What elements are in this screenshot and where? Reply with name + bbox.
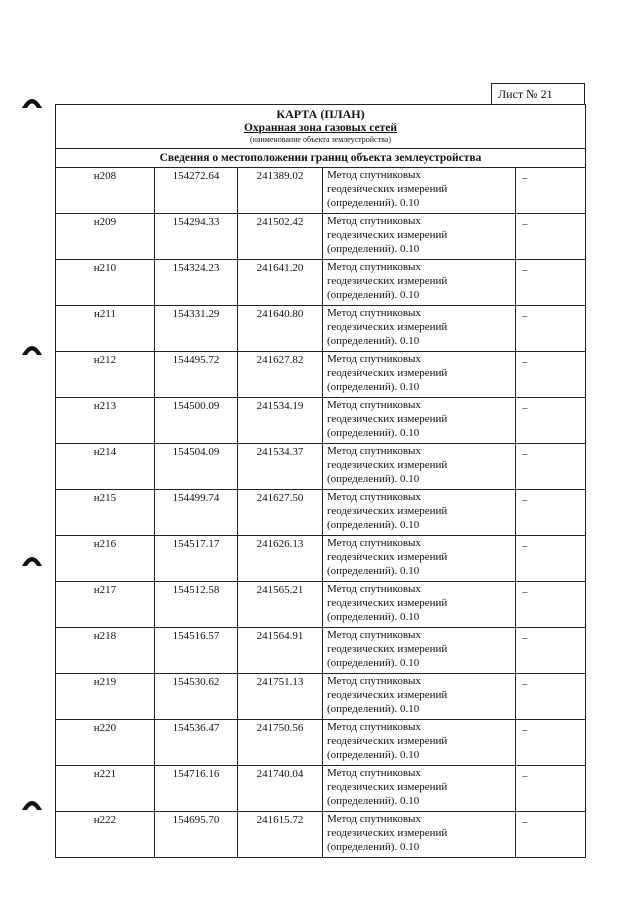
y-coordinate-cell: 241389.02	[238, 168, 323, 214]
x-coordinate-cell: 154716.16	[155, 766, 238, 812]
method-line: Метод спутниковых	[327, 675, 421, 687]
point-cell: н208	[56, 168, 155, 214]
method-cell	[323, 444, 516, 490]
method-line: геодезических измерений	[327, 643, 448, 655]
x-coordinate-cell: 154516.57	[155, 628, 238, 674]
method-line: геодезических измерений	[327, 689, 448, 701]
table-row	[56, 582, 585, 628]
point-cell: н214	[56, 444, 155, 490]
method-line: Метод спутниковых	[327, 583, 421, 595]
binder-hole-mark	[21, 553, 43, 567]
table-row	[56, 214, 585, 260]
method-cell	[323, 214, 516, 260]
method-line: геодезических измерений	[327, 505, 448, 517]
method-line: Метод спутниковых	[327, 353, 421, 365]
point-cell: н218	[56, 628, 155, 674]
mark-cell: –	[516, 720, 586, 766]
method-cell	[323, 674, 516, 720]
table-row	[56, 766, 585, 812]
method-line: геодезических измерений	[327, 781, 448, 793]
method-line: геодезических измерений	[327, 229, 448, 241]
table-row	[56, 628, 585, 674]
y-coordinate-cell: 241740.04	[238, 766, 323, 812]
method-line: Метод спутниковых	[327, 445, 421, 457]
method-line: (определений). 0.10	[327, 565, 420, 577]
x-coordinate-cell: 154530.62	[155, 674, 238, 720]
x-coordinate-cell: 154294.33	[155, 214, 238, 260]
method-line: (определений). 0.10	[327, 749, 420, 761]
y-coordinate-cell: 241564.91	[238, 628, 323, 674]
y-coordinate-cell: 241534.37	[238, 444, 323, 490]
document-title: КАРТА (ПЛАН)	[276, 107, 365, 121]
method-line: геодезических измерений	[327, 321, 448, 333]
x-coordinate-cell: 154331.29	[155, 306, 238, 352]
object-name: Охранная зона газовых сетей	[243, 122, 398, 134]
method-line: геодезических измерений	[327, 413, 448, 425]
table-row	[56, 720, 585, 766]
y-coordinate-cell: 241640.80	[238, 306, 323, 352]
y-coordinate-cell: 241615.72	[238, 812, 323, 858]
method-cell	[323, 766, 516, 812]
method-line: геодезических измерений	[327, 367, 448, 379]
method-cell	[323, 260, 516, 306]
sheet-number: Лист № 21	[491, 83, 585, 105]
mark-cell: –	[516, 766, 586, 812]
method-line: Метод спутниковых	[327, 629, 421, 641]
method-line: Метод спутниковых	[327, 169, 421, 181]
method-line: (определений). 0.10	[327, 335, 420, 347]
method-cell	[323, 398, 516, 444]
method-line: (определений). 0.10	[327, 611, 420, 623]
method-cell	[323, 628, 516, 674]
document-header	[56, 105, 585, 149]
table-row	[56, 168, 585, 214]
method-line: геодезических измерений	[327, 827, 448, 839]
method-line: Метод спутниковых	[327, 261, 421, 273]
mark-cell: –	[516, 674, 586, 720]
method-line: (определений). 0.10	[327, 289, 420, 301]
table-row	[56, 352, 585, 398]
method-line: (определений). 0.10	[327, 657, 420, 669]
x-coordinate-cell: 154512.58	[155, 582, 238, 628]
method-line: геодезических измерений	[327, 183, 448, 195]
point-cell: н213	[56, 398, 155, 444]
y-coordinate-cell: 241626.13	[238, 536, 323, 582]
method-cell	[323, 582, 516, 628]
method-line: Метод спутниковых	[327, 215, 421, 227]
mark-cell: –	[516, 490, 586, 536]
y-coordinate-cell: 241502.42	[238, 214, 323, 260]
x-coordinate-cell: 154499.74	[155, 490, 238, 536]
method-line: геодезических измерений	[327, 275, 448, 287]
method-line: геодезических измерений	[327, 551, 448, 563]
method-line: Метод спутниковых	[327, 537, 421, 549]
mark-cell: –	[516, 260, 586, 306]
y-coordinate-cell: 241565.21	[238, 582, 323, 628]
table-row	[56, 398, 585, 444]
x-coordinate-cell: 154500.09	[155, 398, 238, 444]
method-line: (определений). 0.10	[327, 427, 420, 439]
mark-cell: –	[516, 398, 586, 444]
method-cell	[323, 490, 516, 536]
method-line: Метод спутниковых	[327, 307, 421, 319]
x-coordinate-cell: 154695.70	[155, 812, 238, 858]
document-frame	[55, 104, 586, 858]
coordinates-table	[56, 168, 585, 857]
point-cell: н209	[56, 214, 155, 260]
x-coordinate-cell: 154536.47	[155, 720, 238, 766]
point-cell: н217	[56, 582, 155, 628]
mark-cell: –	[516, 812, 586, 858]
point-cell: н216	[56, 536, 155, 582]
mark-cell: –	[516, 214, 586, 260]
table-row	[56, 812, 585, 858]
method-line: (определений). 0.10	[327, 381, 420, 393]
method-line: геодезических измерений	[327, 459, 448, 471]
point-cell: н222	[56, 812, 155, 858]
mark-cell: –	[516, 444, 586, 490]
table-row	[56, 444, 585, 490]
method-line: (определений). 0.10	[327, 795, 420, 807]
method-line: Метод спутниковых	[327, 491, 421, 503]
point-cell: н221	[56, 766, 155, 812]
method-line: (определений). 0.10	[327, 841, 420, 853]
point-cell: н220	[56, 720, 155, 766]
method-line: геодезических измерений	[327, 735, 448, 747]
x-coordinate-cell: 154495.72	[155, 352, 238, 398]
table-row	[56, 536, 585, 582]
method-line: (определений). 0.10	[327, 519, 420, 531]
method-cell	[323, 352, 516, 398]
mark-cell: –	[516, 168, 586, 214]
table-row	[56, 490, 585, 536]
point-cell: н219	[56, 674, 155, 720]
x-coordinate-cell: 154324.23	[155, 260, 238, 306]
method-line: геодезических измерений	[327, 597, 448, 609]
x-coordinate-cell: 154517.17	[155, 536, 238, 582]
y-coordinate-cell: 241750.56	[238, 720, 323, 766]
point-cell: н210	[56, 260, 155, 306]
y-coordinate-cell: 241751.13	[238, 674, 323, 720]
mark-cell: –	[516, 628, 586, 674]
method-line: (определений). 0.10	[327, 703, 420, 715]
object-caption: (наименование объекта землеустройства)	[250, 135, 391, 144]
method-cell	[323, 720, 516, 766]
method-cell	[323, 168, 516, 214]
method-line: (определений). 0.10	[327, 473, 420, 485]
method-cell	[323, 536, 516, 582]
method-cell	[323, 306, 516, 352]
point-cell: н215	[56, 490, 155, 536]
method-line: (определений). 0.10	[327, 243, 420, 255]
mark-cell: –	[516, 352, 586, 398]
table-row	[56, 260, 585, 306]
table-row	[56, 306, 585, 352]
method-line: Метод спутниковых	[327, 399, 421, 411]
x-coordinate-cell: 154272.64	[155, 168, 238, 214]
binder-hole-mark	[21, 342, 43, 356]
method-line: Метод спутниковых	[327, 813, 421, 825]
y-coordinate-cell: 241534.19	[238, 398, 323, 444]
mark-cell: –	[516, 536, 586, 582]
binder-hole-mark	[21, 95, 43, 109]
y-coordinate-cell: 241627.82	[238, 352, 323, 398]
x-coordinate-cell: 154504.09	[155, 444, 238, 490]
table-row	[56, 674, 585, 720]
point-cell: н212	[56, 352, 155, 398]
method-line: (определений). 0.10	[327, 197, 420, 209]
binder-hole-mark	[21, 797, 43, 811]
y-coordinate-cell: 241627.50	[238, 490, 323, 536]
method-cell	[323, 812, 516, 858]
mark-cell: –	[516, 306, 586, 352]
section-title: Сведения о местоположении границ объекта землеустройства	[56, 149, 585, 168]
method-line: Метод спутниковых	[327, 721, 421, 733]
y-coordinate-cell: 241641.20	[238, 260, 323, 306]
method-line: Метод спутниковых	[327, 767, 421, 779]
mark-cell: –	[516, 582, 586, 628]
point-cell: н211	[56, 306, 155, 352]
